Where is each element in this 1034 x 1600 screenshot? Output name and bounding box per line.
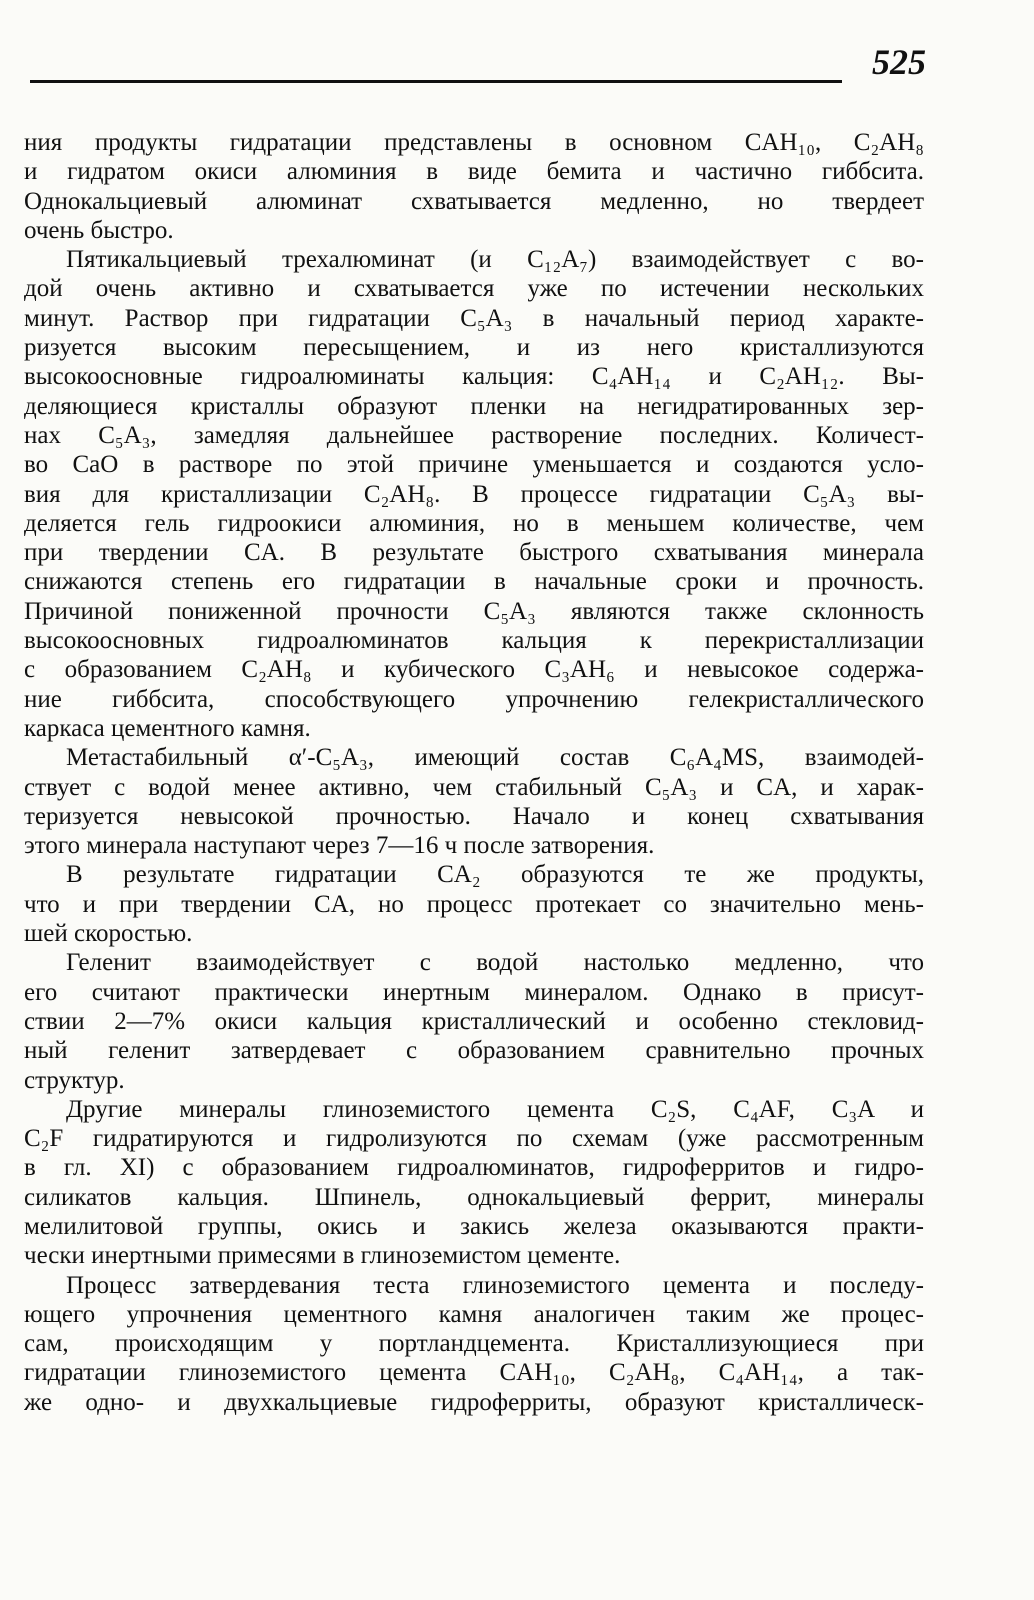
- text-line: этого минерала наступают через 7—16 ч после затворения.: [24, 832, 655, 860]
- text-line: гидратации глиноземистого цемента CAH₁₀, C₂AH₈, C₄AH₁₄, а так-: [24, 1359, 924, 1387]
- text-line: ризуется высоким пересыщением, и из него кристаллизуются: [24, 334, 924, 362]
- text-line: каркаса цементного камня.: [24, 714, 311, 742]
- body-text: [24, 128, 924, 1417]
- text-line: Процесс затвердевания теста глиноземистого цемента и последу-: [66, 1271, 924, 1299]
- text-line: дой очень активно и схватывается уже по истечении нескольких: [24, 275, 924, 303]
- text-line: Пятикальциевый трехалюминат (и C₁₂A₇) взаимодействует с во-: [66, 246, 924, 274]
- text-line: Метастабильный α′-C₅A₃, имеющий состав C₆A₄MS, взаимодей-: [66, 744, 924, 772]
- text-line: деляющиеся кристаллы образуют пленки на негидратированных зер-: [24, 392, 924, 420]
- text-line: деляется гель гидроокиси алюминия, но в меньшем количестве, чем: [24, 509, 924, 537]
- text-line: ствует с водой менее активно, чем стабильный C₅A₃ и CA, и харак-: [24, 773, 924, 801]
- text-line: при твердении CA. В результате быстрого схватывания минерала: [24, 539, 924, 567]
- text-line: в гл. XI) с образованием гидроалюминатов, гидроферритов и гидро-: [24, 1154, 924, 1182]
- text-line: ния продукты гидратации представлены в основном CAH₁₀, C₂AH₈: [24, 129, 924, 156]
- text-line: с образованием C₂AH₈ и кубического C₃AH₆ и невысокое содержа-: [24, 656, 924, 684]
- text-line: C₂F гидратируются и гидролизуются по схемам (уже рассмотренным: [24, 1125, 924, 1153]
- text-line: и гидратом окиси алюминия в виде бемита и частично гиббсита.: [24, 158, 924, 186]
- text-line: В результате гидратации CA₂ образуются те же продукты,: [66, 861, 924, 889]
- text-line: теризуется невысокой прочностью. Начало и конец схватывания: [24, 802, 924, 830]
- text-line: нах C₅A₃, замедляя дальнейшее растворение последних. Количест-: [24, 421, 924, 449]
- text-line: высокоосновных гидроалюминатов кальция к перекристаллизации: [24, 627, 924, 655]
- text-line: чески инертными примесями в глиноземистом цементе.: [24, 1242, 621, 1270]
- text-line: Геленит взаимодействует с водой настолько медленно, что: [66, 949, 924, 977]
- text-line: вия для кристаллизации C₂AH₈. В процессе гидратации C₅A₃ вы-: [24, 480, 924, 508]
- text-line: ный геленит затвердевает с образованием сравнительно прочных: [24, 1037, 924, 1065]
- text-line: его считают практически инертным минералом. Однако в присут-: [24, 978, 924, 1006]
- text-line: очень быстро.: [24, 216, 174, 244]
- text-line: силикатов кальция. Шпинель, однокальциевый феррит, минералы: [24, 1183, 924, 1211]
- text-line: Причиной пониженной прочности C₅A₃ являются также склонность: [24, 597, 924, 625]
- text-line: ющего упрочнения цементного камня аналогичен таким же процес-: [24, 1300, 924, 1328]
- text-line: сам, происходящим у портландцемента. Кристаллизующиеся при: [24, 1330, 924, 1358]
- text-line: во CaO в растворе по этой причине уменьшается и создаются усло-: [24, 451, 924, 479]
- text-line: мелилитовой группы, окись и закись железа оказываются практи-: [24, 1212, 924, 1240]
- text-line: ние гиббсита, способствующего упрочнению гелекристаллического: [24, 685, 924, 713]
- text-line: минут. Раствор при гидратации C₅A₃ в начальный период характе-: [24, 304, 924, 332]
- text-line: ствии 2—7% окиси кальция кристаллический и особенно стекловид-: [24, 1007, 924, 1035]
- text-line: Другие минералы глиноземистого цемента C₂S, C₄AF, C₃A и: [66, 1095, 924, 1123]
- text-line: Однокальциевый алюминат схватывается медленно, но твердеет: [24, 187, 924, 215]
- header-rule: [30, 80, 842, 83]
- text-line: же одно- и двухкальциевые гидроферриты, образуют кристаллическ-: [24, 1388, 924, 1416]
- text-line: высокоосновные гидроалюминаты кальция: C₄AH₁₄ и C₂AH₁₂. Вы-: [24, 363, 924, 391]
- page-number: 525: [872, 42, 926, 82]
- text-line: структур.: [24, 1066, 125, 1094]
- text-line: что и при твердении CA, но процесс протекает со значительно мень-: [24, 890, 924, 918]
- text-line: снижаются степень его гидратации в начальные сроки и прочность.: [24, 568, 924, 596]
- text-line: шей скоростью.: [24, 920, 193, 948]
